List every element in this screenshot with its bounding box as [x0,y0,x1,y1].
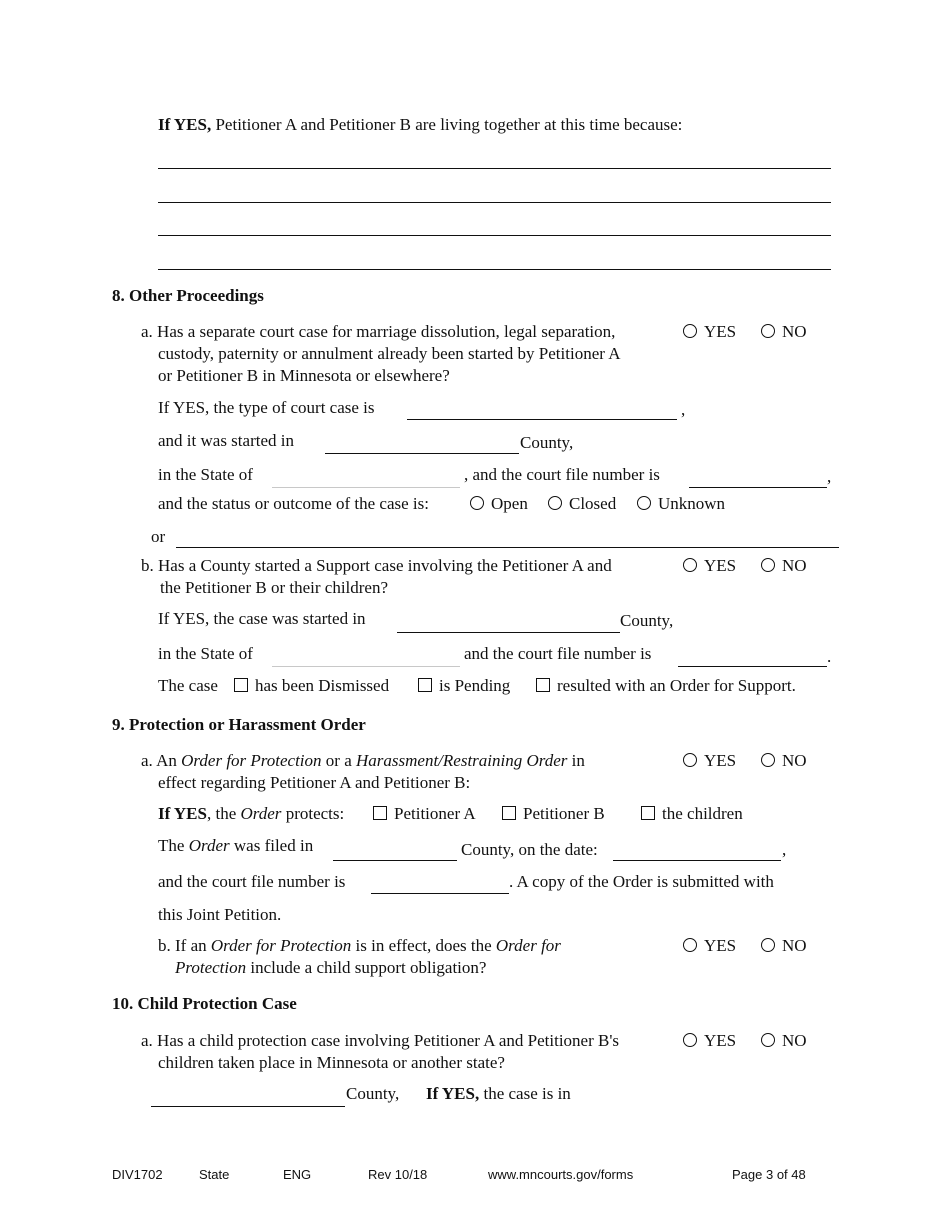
radio-icon[interactable] [761,938,775,952]
state-field[interactable] [272,487,460,488]
protects-petitioner-b[interactable]: Petitioner B [502,804,605,824]
dismissed-option[interactable]: has been Dismissed [234,676,389,696]
s9a-yes-option[interactable]: YES [683,751,736,771]
state-label: in the State of [158,465,253,484]
status-label: and the status or outcome of the case is: [158,494,429,513]
radio-icon[interactable] [637,496,651,510]
case-type-label: If YES, the type of court case is [158,398,375,417]
order-date-field[interactable] [613,860,781,861]
b-started-label: If YES, the case was started in [158,609,366,628]
b-file-number-field[interactable] [678,666,827,667]
radio-icon[interactable] [683,558,697,572]
section-10-heading: 10. Child Protection Case [112,994,297,1013]
s8b-no-option[interactable]: NO [761,556,807,576]
s9b-question-line2: Protection include a child support obligation? [175,958,487,977]
s8b-yes-option[interactable]: YES [683,556,736,576]
case-status-row: The case [158,676,218,695]
s10a-no-option[interactable]: NO [761,1031,807,1051]
footer-url[interactable]: www.mncourts.gov/forms [488,1167,634,1182]
started-county-field[interactable] [325,453,519,454]
file-number-field[interactable] [689,487,827,488]
or-label: or [151,527,166,546]
joint-petition-text: this Joint Petition. [158,905,282,924]
s8a-yes-option[interactable]: YES [683,322,736,342]
order-support-option[interactable]: resulted with an Order for Support. [536,676,796,696]
pending-option[interactable]: is Pending [418,676,510,696]
s8b-question-line2: the Petitioner B or their children? [160,578,389,597]
reason-line-4[interactable] [158,269,831,270]
section-8-heading: 8. Other Proceedings [112,286,264,305]
radio-icon[interactable] [761,753,775,767]
s10a-question-line1: a. Has a child protection case involving Petitioner A and Petitioner B's [141,1031,620,1050]
s9b-no-option[interactable]: NO [761,936,807,956]
case-type-field[interactable] [407,419,677,420]
s9a-no-option[interactable]: NO [761,751,807,771]
radio-icon[interactable] [761,324,775,338]
order-filed-label: The Order was filed in [158,836,314,855]
checkbox-icon[interactable] [536,678,550,692]
status-unknown-option[interactable]: Unknown [637,494,725,514]
s8a-question-line2: custody, paternity or annulment already been started by Petitioner A [158,344,621,363]
protects-children[interactable]: the children [641,804,743,824]
started-in-label: and it was started in [158,431,294,450]
reason-line-3[interactable] [158,235,831,236]
footer-form-number: DIV1702 [112,1167,163,1182]
footer-state: State [199,1167,230,1182]
protects-petitioner-a[interactable]: Petitioner A [373,804,476,824]
radio-icon[interactable] [548,496,562,510]
s8a-question-line1: a. Has a separate court case for marriage dissolution, legal separation, [141,322,616,341]
radio-icon[interactable] [761,1033,775,1047]
if-yes-label: If YES, [158,115,212,134]
order-file-label: and the court file number is [158,872,346,891]
s9b-question-line1: b. If an Order for Protection is in effect, does the Order for [158,936,561,955]
checkbox-icon[interactable] [502,806,516,820]
checkbox-icon[interactable] [641,806,655,820]
radio-icon[interactable] [683,938,697,952]
s9a-question-line2: effect regarding Petitioner A and Petitioner B: [158,773,471,792]
order-county-field[interactable] [333,860,457,861]
s8a-question-line3: or Petitioner B in Minnesota or elsewhere? [158,366,450,385]
footer-page-number: Page 3 of 48 [732,1167,806,1182]
s10a-yes-option[interactable]: YES [683,1031,736,1051]
radio-icon[interactable] [683,324,697,338]
footer-revision: Rev 10/18 [368,1167,428,1182]
checkbox-icon[interactable] [373,806,387,820]
s8b-question-line1: b. Has a County started a Support case involving the Petitioner A and [141,556,612,575]
section-9-heading: 9. Protection or Harassment Order [112,715,366,734]
status-open-option[interactable]: Open [470,494,528,514]
reason-line-1[interactable] [158,168,831,169]
order-protects-label: If YES, the Order protects: [158,804,345,823]
s9a-question-line1: a. An Order for Protection or a Harassment/Restraining Order in [141,751,585,770]
order-file-number-field[interactable] [371,893,509,894]
s9b-yes-option[interactable]: YES [683,936,736,956]
radio-icon[interactable] [761,558,775,572]
b-state-field[interactable] [272,666,460,667]
cp-county-field[interactable] [151,1106,345,1107]
cp-if-yes-label: If YES, the case is in [426,1084,571,1103]
s8a-no-option[interactable]: NO [761,322,807,342]
other-status-field[interactable] [176,547,839,548]
intro-text: If YES, Petitioner A and Petitioner B are living together at this time because: [158,115,683,134]
checkbox-icon[interactable] [234,678,248,692]
footer-language: ENG [283,1167,312,1182]
b-state-label: in the State of [158,644,253,663]
checkbox-icon[interactable] [418,678,432,692]
b-county-field[interactable] [397,632,620,633]
radio-icon[interactable] [470,496,484,510]
radio-icon[interactable] [683,753,697,767]
status-closed-option[interactable]: Closed [548,494,616,514]
reason-line-2[interactable] [158,202,831,203]
radio-icon[interactable] [683,1033,697,1047]
s10a-question-line2: children taken place in Minnesota or another state? [158,1053,505,1072]
